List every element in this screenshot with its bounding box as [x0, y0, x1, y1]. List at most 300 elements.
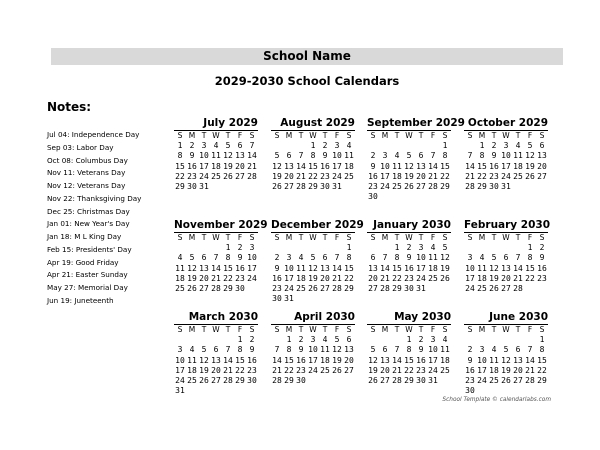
- day-cell: 2: [418, 335, 424, 345]
- day-cell: 12: [187, 263, 197, 273]
- day-cell: 9: [539, 253, 545, 263]
- day-cell: 19: [368, 365, 378, 375]
- day-cell: [488, 335, 500, 345]
- day-cell: [415, 141, 427, 151]
- day-cell: [271, 243, 283, 253]
- day-cell: [439, 192, 451, 202]
- week-row: [174, 274, 258, 284]
- day-cell: 24: [332, 171, 342, 181]
- day-cell: [524, 284, 536, 294]
- week-row: [464, 172, 548, 182]
- weekday-header: W: [500, 233, 512, 244]
- day-cell: 25: [428, 273, 438, 283]
- holiday-item: Jan 18: M L King Day: [47, 232, 122, 241]
- week-row: [271, 182, 355, 192]
- day-cell: 29: [235, 376, 245, 386]
- day-cell: 18: [489, 365, 499, 375]
- week-row: [464, 376, 548, 386]
- month-calendar: [464, 117, 548, 192]
- day-cell: 18: [175, 273, 185, 283]
- weekday-header: S: [464, 325, 476, 336]
- week-row: [367, 366, 451, 376]
- day-cell: 27: [368, 284, 378, 294]
- day-cell: 16: [320, 161, 330, 171]
- week-row: [367, 182, 451, 192]
- day-cell: 21: [296, 171, 306, 181]
- weekday-header: S: [174, 325, 186, 336]
- day-cell: [439, 376, 451, 386]
- day-cell: 1: [527, 243, 533, 253]
- day-cell: 27: [344, 365, 354, 375]
- month-day-grid: [271, 324, 355, 386]
- week-row: [271, 243, 355, 253]
- day-cell: 5: [370, 345, 376, 355]
- month-day-grid: [464, 232, 548, 294]
- day-cell: 2: [370, 151, 376, 161]
- week-row: [174, 172, 258, 182]
- day-cell: [246, 386, 258, 396]
- week-row: [271, 141, 355, 151]
- week-row: [367, 335, 451, 345]
- day-cell: [512, 335, 524, 345]
- day-cell: 25: [489, 376, 499, 386]
- day-cell: 24: [284, 284, 294, 294]
- holiday-item: Apr 21: Easter Sunday: [47, 270, 128, 280]
- day-cell: 1: [310, 141, 316, 151]
- day-cell: [210, 182, 222, 192]
- day-cell: [307, 376, 319, 386]
- day-cell: 25: [477, 284, 487, 294]
- day-cell: [198, 243, 210, 253]
- weekday-header: S: [464, 131, 476, 142]
- day-cell: 10: [501, 151, 511, 161]
- day-cell: [319, 294, 331, 304]
- day-cell: 23: [489, 171, 499, 181]
- day-cell: 16: [537, 263, 547, 273]
- week-row: [174, 264, 258, 274]
- day-cell: 17: [477, 365, 487, 375]
- month-name: October 2029: [467, 117, 548, 129]
- day-cell: 6: [418, 151, 424, 161]
- day-cell: 28: [272, 376, 282, 386]
- week-row: [367, 162, 451, 172]
- day-cell: 19: [525, 161, 535, 171]
- day-cell: 29: [308, 182, 318, 192]
- day-cell: 15: [525, 263, 535, 273]
- day-cell: 25: [392, 182, 402, 192]
- month-calendar: [174, 117, 258, 192]
- week-row: [367, 243, 451, 253]
- month-calendar: [367, 117, 465, 202]
- weekday-header: T: [222, 131, 234, 142]
- weekday-header: T: [295, 233, 307, 244]
- day-cell: 19: [187, 273, 197, 283]
- day-cell: 13: [211, 355, 221, 365]
- month-calendar: [367, 311, 451, 386]
- day-cell: [391, 192, 403, 202]
- day-cell: 13: [344, 345, 354, 355]
- day-cell: [174, 335, 186, 345]
- weekday-header: T: [512, 131, 524, 142]
- day-cell: 10: [175, 355, 185, 365]
- day-cell: 26: [223, 171, 233, 181]
- weekday-header: T: [415, 131, 427, 142]
- week-row: [271, 162, 355, 172]
- day-cell: [488, 243, 500, 253]
- day-cell: [367, 335, 379, 345]
- day-cell: 15: [537, 355, 547, 365]
- day-cell: [222, 182, 234, 192]
- week-row: [174, 386, 258, 396]
- day-cell: 18: [392, 171, 402, 181]
- day-cell: 29: [440, 182, 450, 192]
- day-cell: 15: [344, 263, 354, 273]
- week-row: [271, 274, 355, 284]
- week-row: [464, 366, 548, 376]
- day-cell: 30: [368, 192, 378, 202]
- month-day-grid: [367, 324, 451, 386]
- day-cell: 8: [442, 151, 448, 161]
- day-cell: [524, 386, 536, 396]
- day-cell: 3: [310, 335, 316, 345]
- holiday-item: May 27: Memorial Day: [47, 283, 128, 292]
- day-cell: 30: [404, 284, 414, 294]
- week-row: [271, 335, 355, 345]
- day-cell: 21: [525, 365, 535, 375]
- day-cell: 5: [334, 335, 340, 345]
- day-cell: 25: [513, 171, 523, 181]
- day-cell: 22: [223, 273, 233, 283]
- day-cell: 14: [223, 355, 233, 365]
- day-cell: [210, 335, 222, 345]
- month-name: December 2029: [271, 219, 364, 231]
- day-cell: 4: [479, 253, 485, 263]
- weekday-header: T: [198, 325, 210, 336]
- day-cell: 11: [489, 355, 499, 365]
- day-cell: 28: [392, 376, 402, 386]
- day-cell: 7: [249, 141, 255, 151]
- weekday-header: S: [367, 233, 379, 244]
- day-cell: [488, 386, 500, 396]
- weekday-header: S: [439, 325, 451, 336]
- day-cell: 20: [199, 273, 209, 283]
- weekday-header: M: [186, 131, 198, 142]
- day-cell: 29: [537, 376, 547, 386]
- day-cell: [271, 335, 283, 345]
- day-cell: [379, 141, 391, 151]
- day-cell: 15: [477, 161, 487, 171]
- day-cell: 12: [199, 355, 209, 365]
- day-cell: 9: [491, 151, 497, 161]
- weekday-header: T: [488, 233, 500, 244]
- weekday-header: F: [427, 233, 439, 244]
- week-row: [367, 253, 451, 263]
- week-row: [464, 386, 548, 396]
- day-cell: 6: [370, 253, 376, 263]
- day-cell: 10: [308, 345, 318, 355]
- day-cell: 5: [527, 141, 533, 151]
- school-name-banner: [51, 48, 563, 65]
- day-cell: 1: [479, 141, 485, 151]
- day-cell: 2: [274, 253, 280, 263]
- day-cell: 19: [272, 171, 282, 181]
- day-cell: 27: [501, 284, 511, 294]
- day-cell: 6: [382, 345, 388, 355]
- day-cell: 22: [175, 171, 185, 181]
- day-cell: 20: [513, 365, 523, 375]
- holiday-item: Sep 03: Labor Day: [47, 142, 114, 152]
- day-cell: [198, 386, 210, 396]
- month-day-grid: [367, 232, 451, 294]
- day-cell: [512, 386, 524, 396]
- weekday-header: T: [391, 325, 403, 336]
- month-name: August 2029: [280, 117, 355, 129]
- day-cell: 8: [346, 253, 352, 263]
- day-cell: 14: [296, 161, 306, 171]
- day-cell: [295, 294, 307, 304]
- day-cell: 11: [320, 345, 330, 355]
- day-cell: 1: [237, 335, 243, 345]
- day-cell: [536, 386, 548, 396]
- week-row: [174, 243, 258, 253]
- weekday-header: T: [512, 233, 524, 244]
- month-name: November 2029: [174, 219, 268, 231]
- day-cell: [415, 192, 427, 202]
- day-cell: 21: [513, 273, 523, 283]
- day-cell: 29: [477, 182, 487, 192]
- day-cell: 17: [308, 355, 318, 365]
- day-cell: 19: [489, 273, 499, 283]
- day-cell: 28: [296, 182, 306, 192]
- day-cell: 31: [284, 294, 294, 304]
- weekday-header: F: [234, 325, 246, 336]
- day-cell: 12: [440, 253, 450, 263]
- day-cell: 13: [368, 263, 378, 273]
- day-cell: 29: [344, 284, 354, 294]
- day-cell: 15: [284, 355, 294, 365]
- day-cell: 7: [334, 253, 340, 263]
- weekday-header: F: [234, 131, 246, 142]
- day-cell: 16: [187, 161, 197, 171]
- day-cell: 26: [501, 376, 511, 386]
- template-credit: School Template © calendarlabs.com: [442, 397, 551, 403]
- day-cell: 17: [428, 355, 438, 365]
- day-cell: 9: [249, 345, 255, 355]
- day-cell: [343, 182, 355, 192]
- day-cell: 8: [177, 151, 183, 161]
- day-cell: 24: [308, 365, 318, 375]
- day-cell: 15: [308, 161, 318, 171]
- day-cell: 8: [286, 345, 292, 355]
- weekday-header: F: [331, 325, 343, 336]
- day-cell: 6: [346, 335, 352, 345]
- weekday-header: W: [210, 325, 222, 336]
- day-cell: 22: [440, 171, 450, 181]
- day-cell: 21: [247, 161, 257, 171]
- day-cell: 15: [392, 263, 402, 273]
- day-cell: 29: [223, 284, 233, 294]
- weekday-header: S: [174, 233, 186, 244]
- day-cell: 12: [223, 151, 233, 161]
- day-cell: 23: [368, 182, 378, 192]
- day-cell: 11: [211, 151, 221, 161]
- day-cell: 16: [272, 273, 282, 283]
- week-row: [174, 335, 258, 345]
- day-cell: [476, 243, 488, 253]
- day-cell: 14: [392, 355, 402, 365]
- day-cell: 9: [467, 355, 473, 365]
- day-cell: [476, 386, 488, 396]
- holiday-item: Jan 01: New Year's Day: [47, 219, 130, 229]
- day-cell: 17: [332, 161, 342, 171]
- day-cell: 22: [235, 365, 245, 375]
- day-cell: 30: [465, 386, 475, 396]
- day-cell: 22: [344, 273, 354, 283]
- day-cell: 14: [428, 161, 438, 171]
- day-cell: 23: [296, 365, 306, 375]
- day-cell: 8: [225, 253, 231, 263]
- day-cell: 16: [465, 365, 475, 375]
- day-cell: 27: [537, 171, 547, 181]
- day-cell: 16: [368, 171, 378, 181]
- day-cell: 13: [537, 151, 547, 161]
- day-cell: 4: [430, 243, 436, 253]
- day-cell: 21: [223, 365, 233, 375]
- week-row: [367, 172, 451, 182]
- weekday-header: F: [524, 325, 536, 336]
- day-cell: 21: [332, 273, 342, 283]
- day-cell: 25: [296, 284, 306, 294]
- day-cell: 1: [225, 243, 231, 253]
- day-cell: [246, 182, 258, 192]
- month-name: January 2030: [373, 219, 451, 231]
- week-row: [367, 376, 451, 386]
- day-cell: [210, 386, 222, 396]
- day-cell: 1: [177, 141, 183, 151]
- day-cell: 21: [465, 171, 475, 181]
- day-cell: 23: [416, 365, 426, 375]
- day-cell: 9: [189, 151, 195, 161]
- weekday-header: F: [524, 233, 536, 244]
- day-cell: 10: [284, 263, 294, 273]
- holiday-item: Dec 25: Christmas Day: [47, 206, 130, 216]
- day-cell: 27: [284, 182, 294, 192]
- day-cell: 24: [416, 273, 426, 283]
- day-cell: 31: [428, 376, 438, 386]
- weekday-header: W: [210, 233, 222, 244]
- month-name: May 2030: [394, 311, 451, 323]
- day-cell: 7: [467, 151, 473, 161]
- school-name: School Name: [263, 49, 351, 63]
- day-cell: 3: [467, 253, 473, 263]
- day-cell: [379, 335, 391, 345]
- week-row: [367, 264, 451, 274]
- day-cell: [343, 376, 355, 386]
- day-cell: 26: [440, 273, 450, 283]
- day-cell: 30: [247, 376, 257, 386]
- day-cell: 3: [201, 141, 207, 151]
- day-cell: 28: [247, 171, 257, 181]
- day-cell: [234, 182, 246, 192]
- day-cell: [464, 243, 476, 253]
- month-day-grid: [271, 130, 355, 192]
- month-day-grid: [464, 130, 548, 192]
- day-cell: 4: [322, 335, 328, 345]
- day-cell: 9: [322, 151, 328, 161]
- day-cell: 26: [368, 376, 378, 386]
- day-cell: 9: [298, 345, 304, 355]
- day-cell: 4: [177, 253, 183, 263]
- week-row: [367, 356, 451, 366]
- day-cell: 28: [223, 376, 233, 386]
- day-cell: 16: [296, 355, 306, 365]
- day-cell: 20: [368, 273, 378, 283]
- day-cell: 3: [503, 141, 509, 151]
- day-cell: 21: [428, 171, 438, 181]
- day-cell: [536, 284, 548, 294]
- day-cell: 25: [211, 171, 221, 181]
- day-cell: 20: [344, 355, 354, 365]
- month-name: March 2030: [188, 311, 258, 323]
- holiday-item: Nov 11: Veterans Day: [47, 168, 126, 178]
- day-cell: 12: [501, 355, 511, 365]
- day-cell: 10: [380, 161, 390, 171]
- day-cell: 4: [515, 141, 521, 151]
- weekday-header: M: [283, 131, 295, 142]
- day-cell: 10: [416, 253, 426, 263]
- day-cell: 19: [308, 273, 318, 283]
- day-cell: 30: [489, 182, 499, 192]
- weekday-header: F: [427, 131, 439, 142]
- day-cell: 11: [175, 263, 185, 273]
- day-cell: 1: [406, 335, 412, 345]
- day-cell: 23: [187, 171, 197, 181]
- week-row: [464, 274, 548, 284]
- day-cell: 10: [199, 151, 209, 161]
- day-cell: 18: [513, 161, 523, 171]
- week-row: [271, 151, 355, 161]
- weekday-header: T: [319, 233, 331, 244]
- day-cell: 20: [320, 273, 330, 283]
- weekday-header: T: [488, 325, 500, 336]
- weekday-header: F: [427, 325, 439, 336]
- day-cell: 15: [235, 355, 245, 365]
- day-cell: [331, 243, 343, 253]
- day-cell: 9: [370, 161, 376, 171]
- day-cell: [367, 141, 379, 151]
- day-cell: 30: [272, 294, 282, 304]
- week-row: [271, 376, 355, 386]
- day-cell: [283, 141, 295, 151]
- day-cell: 23: [235, 273, 245, 283]
- day-cell: 5: [310, 253, 316, 263]
- day-cell: 24: [175, 376, 185, 386]
- day-cell: [186, 386, 198, 396]
- holiday-item: Apr 19: Good Friday: [47, 257, 119, 267]
- day-cell: 8: [406, 345, 412, 355]
- holiday-item: Oct 08: Columbus Day: [47, 155, 128, 165]
- day-cell: 18: [477, 273, 487, 283]
- weekday-header: T: [512, 325, 524, 336]
- weekday-header: M: [476, 325, 488, 336]
- day-cell: 15: [440, 161, 450, 171]
- day-cell: 20: [501, 273, 511, 283]
- day-cell: 1: [346, 243, 352, 253]
- weekday-header: W: [210, 131, 222, 142]
- weekday-header: S: [343, 131, 355, 142]
- day-cell: 14: [272, 355, 282, 365]
- day-cell: 24: [477, 376, 487, 386]
